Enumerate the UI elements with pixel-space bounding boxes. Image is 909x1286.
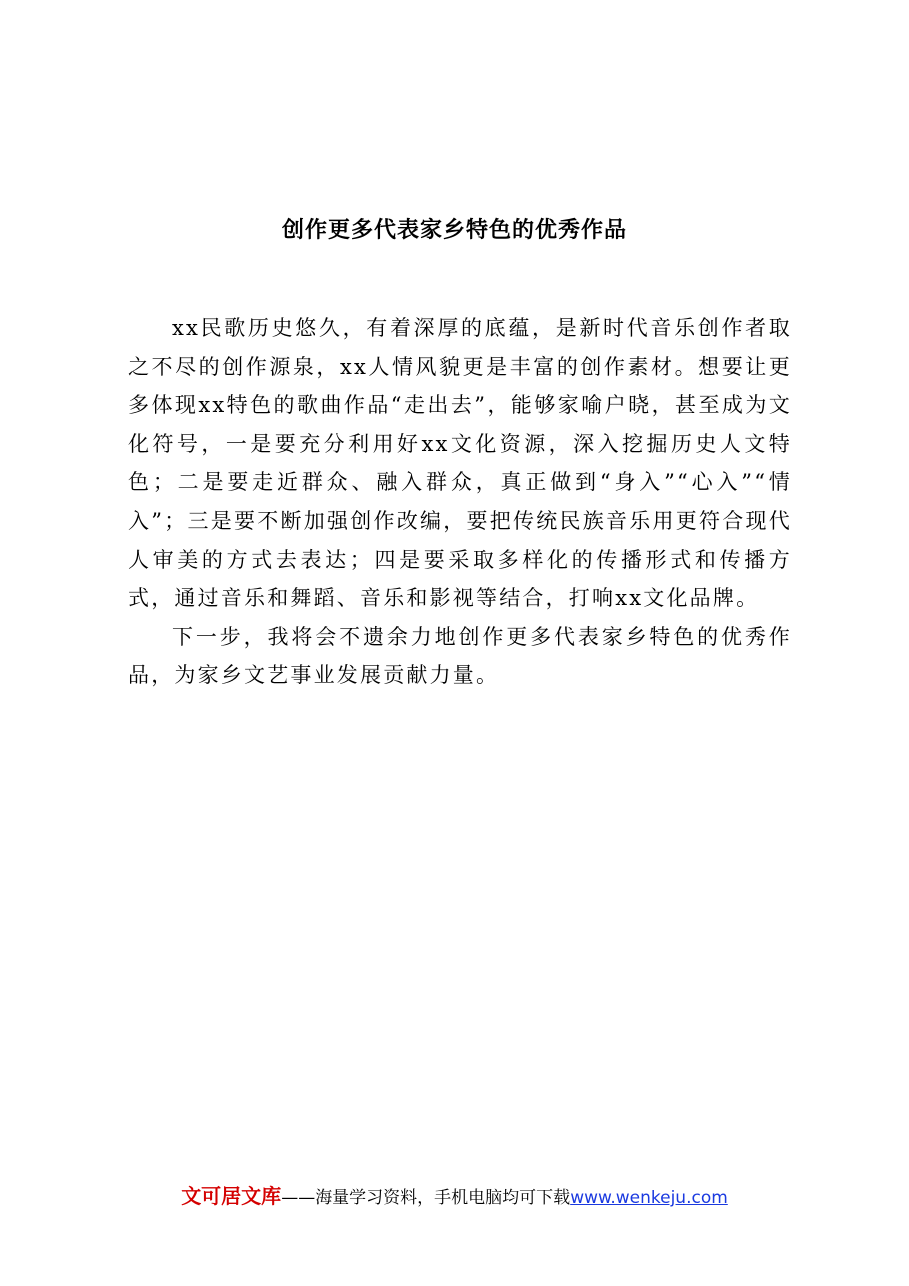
body-paragraph-2: 下一步，我将会不遗余力地创作更多代表家乡特色的优秀作品，为家乡文艺事业发展贡献力量。 (128, 624, 792, 688)
footer-banner (0, 1183, 909, 1211)
footer-brand: 文可居文库 (181, 1184, 282, 1208)
body-paragraph-1: xx民歌历史悠久，有着深厚的底蕴，是新时代音乐创作者取之不尽的创作源泉，xx人情风貌更是丰富的创作素材。想要让更多体现xx特色的歌曲作品“走出去”，能够家喻户晓，甚至成为文化符号，一是要充分利用好xx文化资源，深入挖掘历史人文特色；二是要走近群众、融入群众，真正做到“身入”“心入”“情入”；三是要不断加强创作改编，要把传统民族音乐用更符合现代人审美的方式去表达；四是要采取多样化的传播形式和传播方式，通过音乐和舞蹈、音乐和影视等结合，打响xx文化品牌。 (128, 316, 792, 611)
document-title: 创作更多代表家乡特色的优秀作品 (281, 217, 627, 243)
document-body (128, 309, 792, 695)
footer-website-link[interactable]: www.wenkeju.com (570, 1188, 728, 1208)
footer-slogan: ——海量学习资料，手机电脑均可下载 (281, 1188, 571, 1208)
